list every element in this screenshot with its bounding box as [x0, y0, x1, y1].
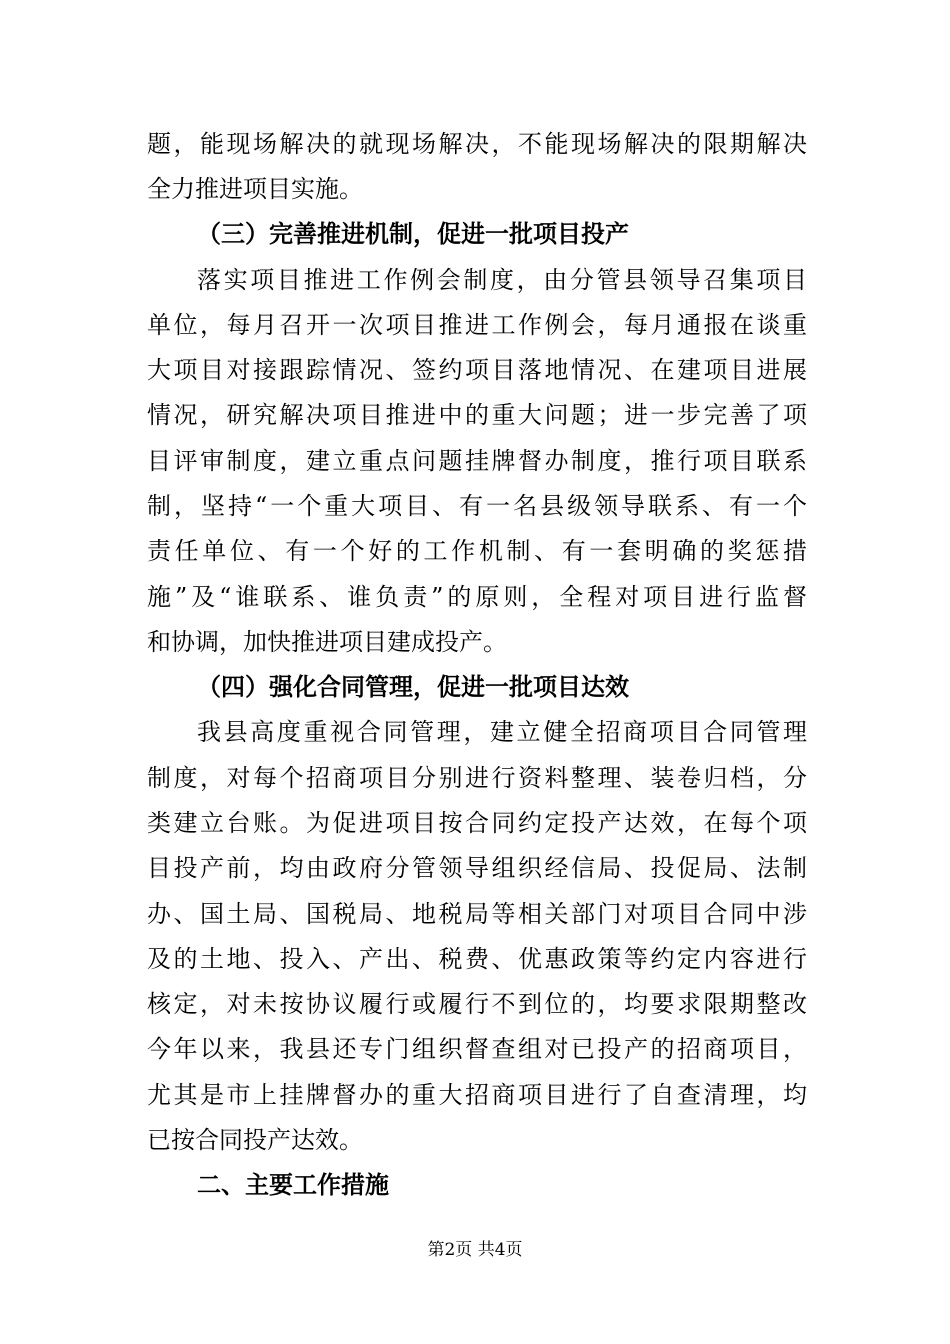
body-line: 尤其是市上挂牌督办的重大招商项目进行了自查清理，均 [147, 1081, 807, 1109]
body-line: 题，能现场解决的就现场解决，不能现场解决的限期解决 [147, 130, 807, 158]
body-line: 落实项目推进工作例会制度，由分管县领导召集项目 [197, 266, 807, 294]
body-line: 已按合同投产达效。 [147, 1126, 363, 1154]
body-line: 和协调，加快推进项目建成投产。 [147, 628, 507, 656]
section-heading: （三）完善推进机制，促进一批项目投产 [197, 220, 629, 248]
body-line: 办、国土局、国税局、地税局等相关部门对项目合同中涉 [147, 900, 807, 928]
body-line: 单位，每月召开一次项目推进工作例会，每月通报在谈重 [147, 311, 807, 339]
body-line: 情况，研究解决项目推进中的重大问题；进一步完善了项 [147, 401, 807, 429]
body-line: 今年以来，我县还专门组织督查组对已投产的招商项目， [147, 1035, 807, 1063]
body-line: 施”及“谁联系、谁负责”的原则，全程对项目进行监督 [147, 583, 807, 611]
body-line: 核定，对未按协议履行或履行不到位的，均要求限期整改 [147, 990, 807, 1018]
body-line: 目投产前，均由政府分管领导组织经信局、投促局、法制 [147, 854, 807, 882]
chapter-heading: 二、主要工作措施 [197, 1171, 389, 1199]
body-line: 类建立台账。为促进项目按合同约定投产达效，在每个项 [147, 809, 807, 837]
body-line: 我县高度重视合同管理，建立健全招商项目合同管理 [197, 718, 807, 746]
body-line: 及的土地、投入、产出、税费、优惠政策等约定内容进行 [147, 945, 807, 973]
body-line: 目评审制度，建立重点问题挂牌督办制度，推行项目联系 [147, 447, 807, 475]
body-line: 全力推进项目实施。 [147, 175, 363, 203]
section-heading: （四）强化合同管理，促进一批项目达效 [197, 673, 629, 701]
page-footer: 第2页 共4页 [427, 1240, 523, 1260]
body-line: 大项目对接跟踪情况、签约项目落地情况、在建项目进展 [147, 356, 807, 384]
body-line: 责任单位、有一个好的工作机制、有一套明确的奖惩措 [147, 537, 807, 565]
body-line: 制度，对每个招商项目分别进行资料整理、装卷归档，分 [147, 764, 807, 792]
body-line: 制，坚持“一个重大项目、有一名县级领导联系、有一个 [147, 492, 807, 520]
